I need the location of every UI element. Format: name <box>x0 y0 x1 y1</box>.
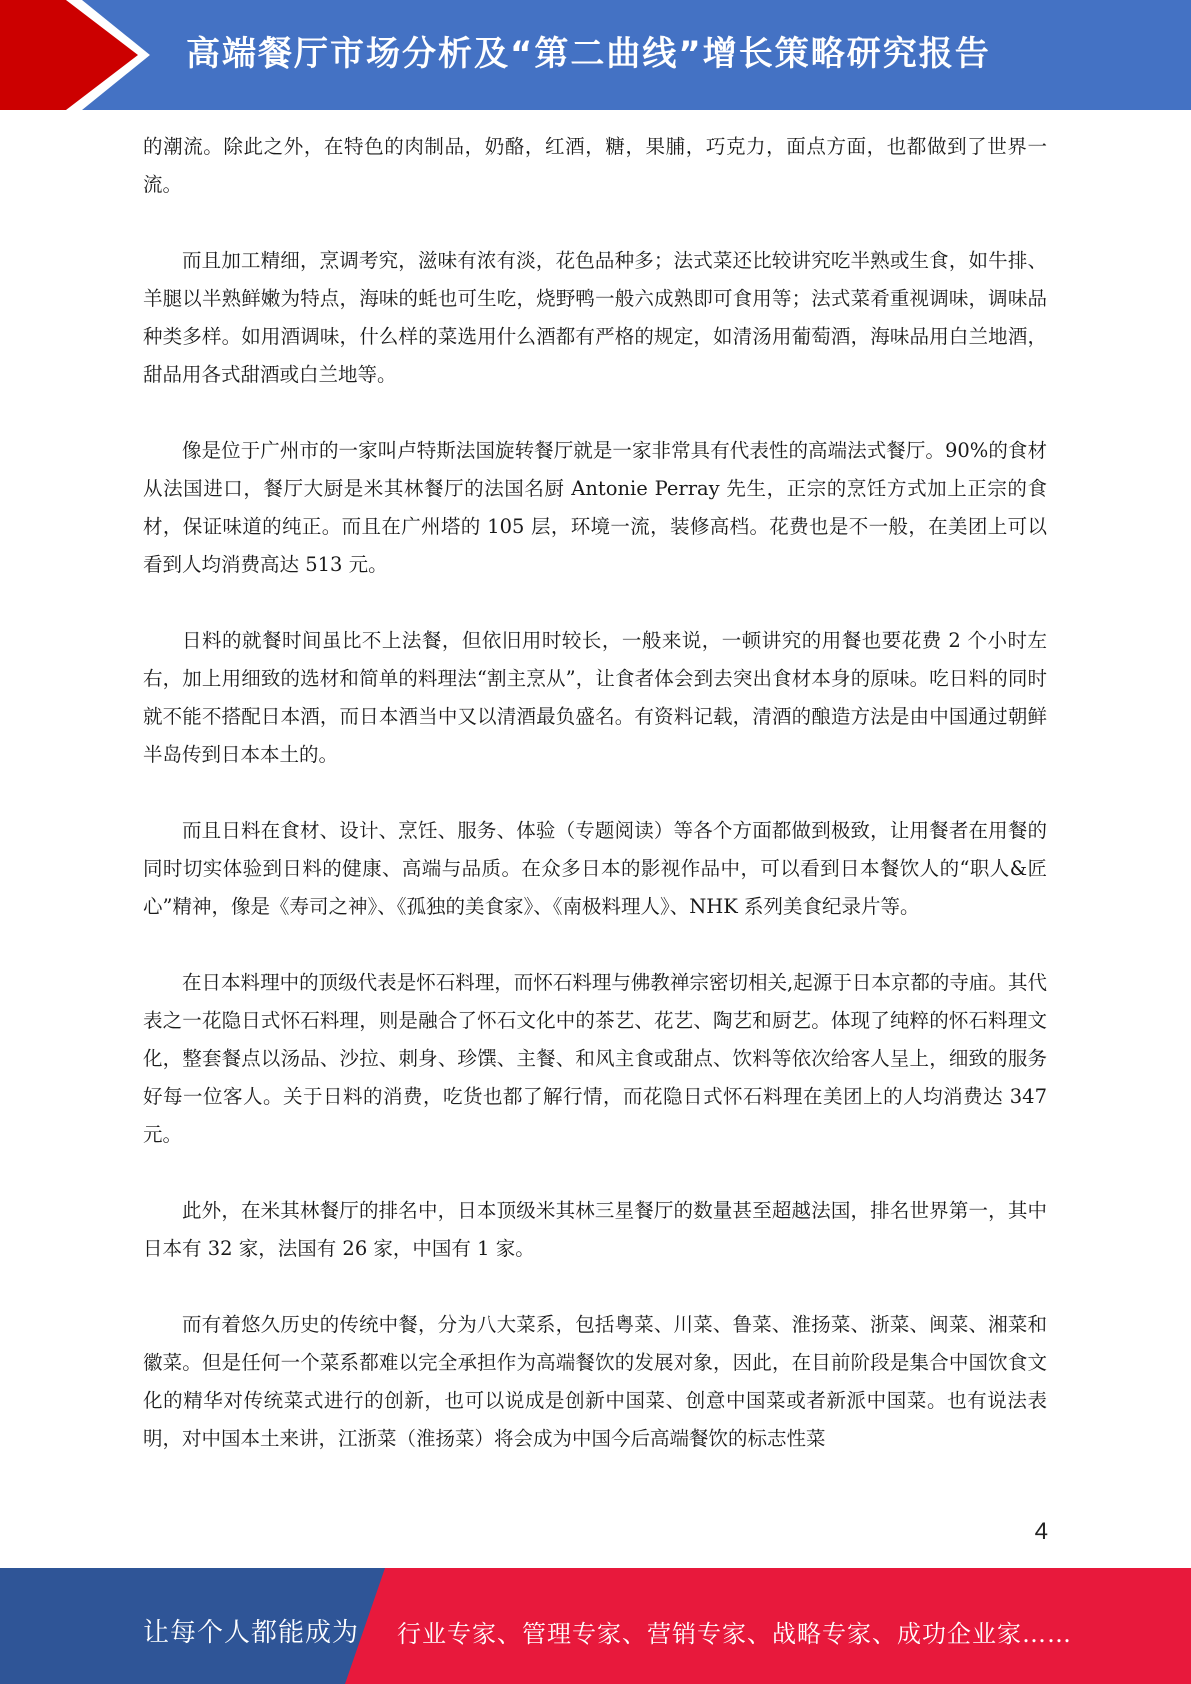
paragraph: 此外，在米其林餐厅的排名中，日本顶级米其林三星餐厅的数量甚至超越法国，排名世界第一，其中日本有 32 家，法国有 26 家，中国有 1 家。 <box>143 1199 1047 1260</box>
paragraph: 而且加工精细，烹调考究，滋味有浓有淡，花色品种多；法式菜还比较讲究吃半熟或生食，如牛排、羊腿以半熟鲜嫩为特点，海味的蚝也可生吃，烧野鸭一般六成熟即可食用等；法式菜肴重视调味，调味品种类多样。如用酒调味，什么样的菜选用什么酒都有严格的规定，如清汤用葡萄酒，海味品用白兰地酒，甜品用各式甜酒或白兰地等。 <box>143 249 1047 386</box>
footer-roles: 行业专家、管理专家、营销专家、战略专家、成功企业家…… <box>397 1620 1072 1648</box>
page-number: 4 <box>1034 1518 1048 1545</box>
paragraph: 日料的就餐时间虽比不上法餐，但依旧用时较长，一般来说，一顿讲究的用餐也要花费 2 个小时左右，加上用细致的选材和简单的料理法“割主烹从”，让食者体会到去突出食材本身的原味。吃日料的同时就不能不搭配日本酒，而日本酒当中又以清酒最负盛名。有资料记载，清酒的酿造方法是由中国通过朝鲜半岛传到日本本土的。 <box>143 629 1047 766</box>
report-title: 高端餐厅市场分析及“第二曲线”增长策略研究报告 <box>186 34 991 74</box>
page-footer <box>0 1568 1191 1684</box>
footer-slogan: 让每个人都能成为 <box>143 1618 360 1648</box>
paragraph: 像是位于广州市的一家叫卢特斯法国旋转餐厅就是一家非常具有代表性的高端法式餐厅。90%的食材从法国进口，餐厅大厨是米其林餐厅的法国名厨 Antonie Perray 先生，正宗的烹饪方式加上正宗的食材，保证味道的纯正。而且在广州塔的 105 层，环境一流，装修高档。花费也是不一般，在美团上可以看到人均消费高达 513 元。 <box>143 439 1047 576</box>
header-chevron-shape <box>0 0 160 110</box>
paragraph: 在日本料理中的顶级代表是怀石料理，而怀石料理与佛教禅宗密切相关,起源于日本京都的寺庙。其代表之一花隐日式怀石料理，则是融合了怀石文化中的茶艺、花艺、陶艺和厨艺。体现了纯粹的怀石料理文化，整套餐点以汤品、沙拉、刺身、珍馔、主餐、和风主食或甜点、饮料等依次给客人呈上，细致的服务好每一位客人。关于日料的消费，吃货也都了解行情，而花隐日式怀石料理在美团上的人均消费达 347 元。 <box>143 971 1047 1146</box>
paragraph: 而且日料在食材、设计、烹饪、服务、体验（专题阅读）等各个方面都做到极致，让用餐者在用餐的同时切实体验到日料的健康、高端与品质。在众多日本的影视作品中，可以看到日本餐饮人的“职人&匠心”精神，像是《寿司之神》、《孤独的美食家》、《南极料理人》、NHK 系列美食纪录片等。 <box>143 819 1047 918</box>
paragraph: 的潮流。除此之外，在特色的肉制品，奶酪，红酒，糖，果脯，巧克力，面点方面，也都做到了世界一流。 <box>143 135 1047 196</box>
paragraph: 而有着悠久历史的传统中餐，分为八大菜系，包括粤菜、川菜、鲁菜、淮扬菜、浙菜、闽菜、湘菜和徽菜。但是任何一个菜系都难以完全承担作为高端餐饮的发展对象，因此，在目前阶段是集合中国饮食文化的精华对传统菜式进行的创新，也可以说成是创新中国菜、创意中国菜或者新派中国菜。也有说法表明，对中国本土来讲，江浙菜（淮扬菜）将会成为中国今后高端餐饮的标志性菜 <box>143 1313 1047 1450</box>
body-text <box>143 128 1047 1496</box>
page-header <box>0 0 1191 110</box>
